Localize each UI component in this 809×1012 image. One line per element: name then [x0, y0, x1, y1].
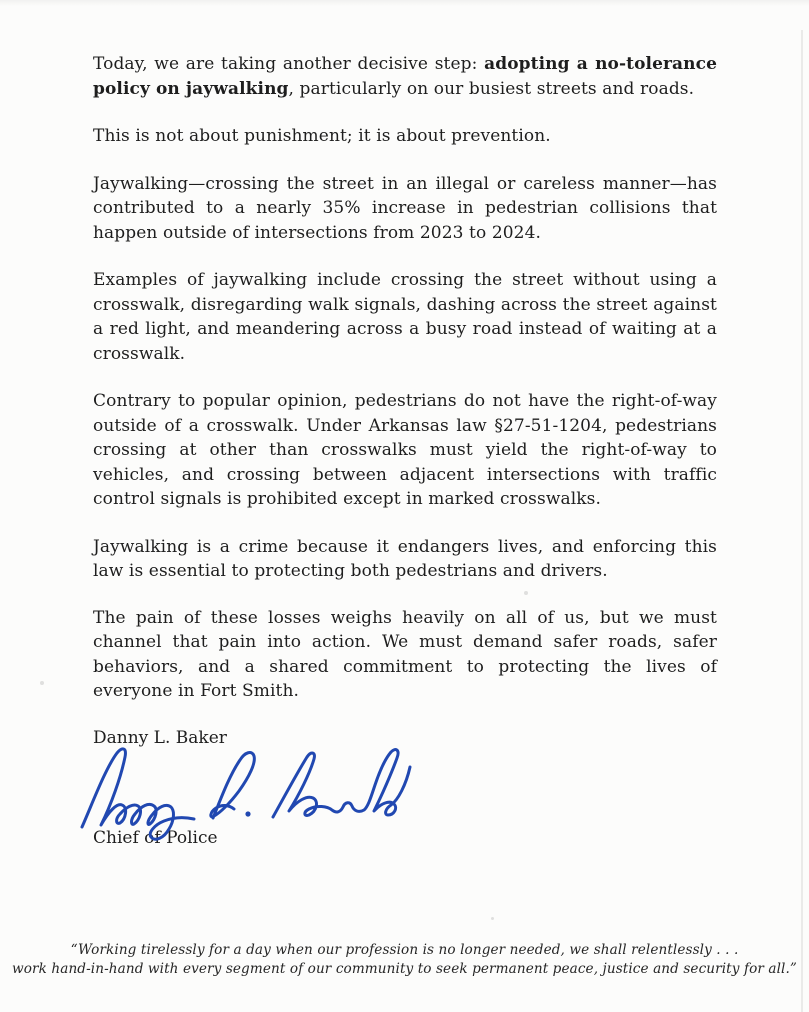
paragraph-crime: Jaywalking is a crime because it endangers lives, and enforcing this law is essential to protecting both pedestrians and drivers. [93, 536, 717, 581]
signature-area [93, 750, 717, 826]
footer-motto [0, 941, 809, 978]
paragraph-examples: Examples of jaywalking include crossing the street without using a crosswalk, disregarding walk signals, dashing across the street against a red light, and meandering across a busy road instead of waiting at a crosswalk. [93, 270, 717, 364]
letter-body [93, 52, 717, 851]
footer-motto-line2: work hand-in-hand with every segment of our community to seek permanent peace, justice and security for all.” [12, 960, 797, 977]
paragraph-opening [93, 52, 717, 101]
paragraph-statistics: Jaywalking—crossing the street in an illegal or careless manner—has contributed to a nearly 35% increase in pedestrian collisions that happen outside of intersections from 2023 to 2024. [93, 173, 717, 243]
paragraph-call-to-action: The pain of these losses weighs heavily on all of us, but we must channel that pain into action. We must demand safer roads, safer behaviors, and a shared commitment to protecting the lives of everyone in Fort Smith. [93, 607, 717, 701]
scan-speck [40, 681, 44, 685]
opening-text-pre: Today, we are taking another decisive step: [93, 54, 485, 74]
signer-name: Danny L. Baker [93, 727, 227, 748]
footer-motto-line1: “Working tirelessly for a day when our profession is no longer needed, we shall relentlessly . . . [70, 942, 739, 958]
opening-text-post: , particularly on our busiest streets and roads. [288, 78, 695, 99]
handwritten-signature-icon [77, 743, 417, 847]
scan-top-band [0, 0, 809, 6]
signer-title: Chief of Police [93, 828, 218, 848]
paragraph-law: Contrary to popular opinion, pedestrians do not have the right-of-way outside of a crosswalk. Under Arkansas law §27-51-1204, pedestrians crossing at other than crosswalks must yield the right-of-way to vehicles, and crossing between adjacent intersections with traffic control signals is prohibited except in marked crosswalks. [93, 391, 717, 509]
paragraph-prevention: This is not about punishment; it is about prevention. [93, 126, 551, 146]
scan-speck [491, 917, 494, 920]
opening-text-bold: adopting a no-tolerance policy on jaywalking [93, 54, 717, 99]
scan-right-edge-line [801, 30, 803, 1012]
signature-period-dot [245, 811, 250, 816]
